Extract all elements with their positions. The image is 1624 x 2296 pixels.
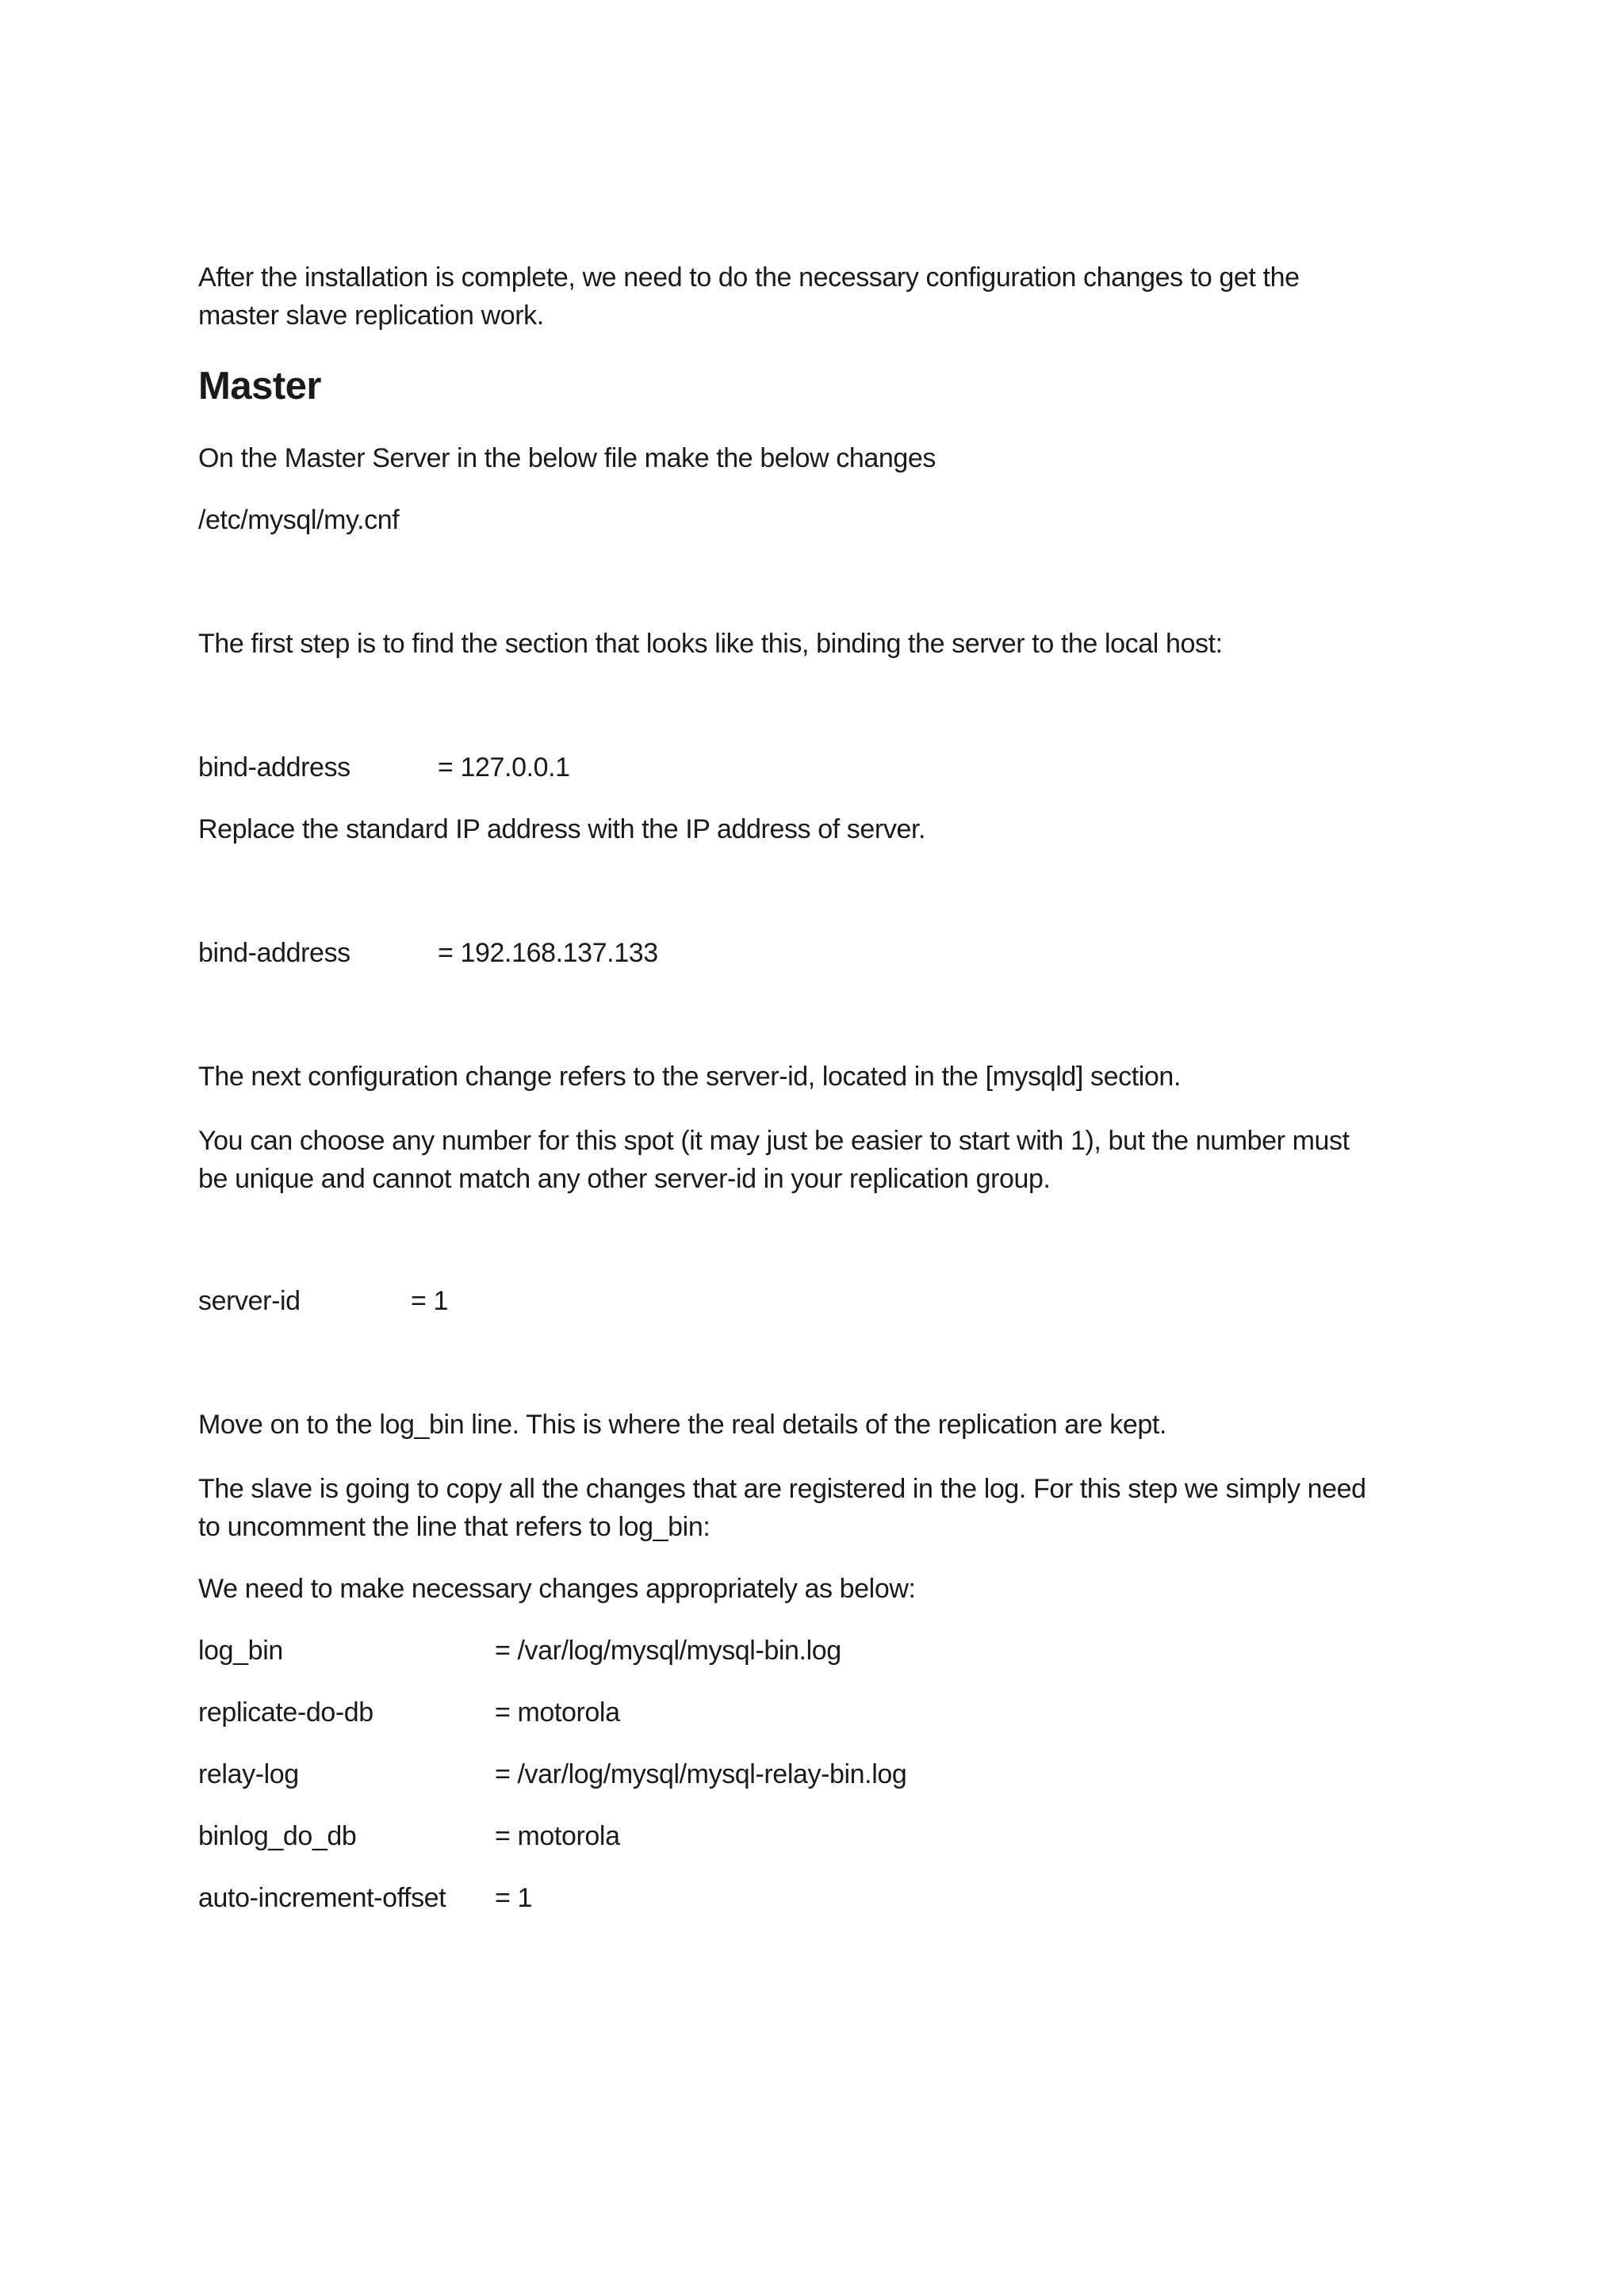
setting-value: = 1: [495, 1883, 533, 1913]
intro-line-1: After the installation is complete, we need to do the necessary configuration changes to get the: [198, 262, 1300, 293]
move-on-text: Move on to the log_bin line. This is where the real details of the replication are kept.: [198, 1410, 1167, 1440]
next-change-text: The next configuration change refers to the server-id, located in the [mysqld] section.: [198, 1062, 1181, 1092]
server-id-value: = 1: [411, 1286, 449, 1316]
setting-key: auto-increment-offset: [198, 1883, 446, 1913]
replace-ip-text: Replace the standard IP address with the IP address of server.: [198, 814, 926, 844]
setting-key: binlog_do_db: [198, 1821, 357, 1851]
setting-key: relay-log: [198, 1759, 299, 1789]
setting-value: = /var/log/mysql/mysql-bin.log: [495, 1636, 841, 1666]
master-instruction: On the Master Server in the below file make the below changes: [198, 443, 936, 473]
server-id-key: server-id: [198, 1286, 301, 1316]
section-heading-master: Master: [198, 365, 321, 408]
setting-key: replicate-do-db: [198, 1697, 373, 1728]
choose-line-1: You can choose any number for this spot (it may just be easier to start with 1), but the number must: [198, 1126, 1350, 1156]
setting-value: = motorola: [495, 1821, 620, 1851]
slave-line-1: The slave is going to copy all the changes that are registered in the log. For this step we simply need: [198, 1474, 1366, 1504]
first-step-text: The first step is to find the section that looks like this, binding the server to the local host:: [198, 629, 1223, 659]
setting-key: log_bin: [198, 1636, 283, 1666]
setting-value: = motorola: [495, 1697, 620, 1728]
bind-new-value: = 192.168.137.133: [438, 938, 658, 968]
setting-value: = /var/log/mysql/mysql-relay-bin.log: [495, 1759, 907, 1789]
intro-line-2: master slave replication work.: [198, 300, 544, 331]
bind-default-key: bind-address: [198, 752, 350, 783]
bind-default-value: = 127.0.0.1: [438, 752, 570, 783]
bind-new-key: bind-address: [198, 938, 350, 968]
need-changes-text: We need to make necessary changes appropriately as below:: [198, 1574, 916, 1604]
choose-line-2: be unique and cannot match any other server-id in your replication group.: [198, 1164, 1051, 1194]
config-path: /etc/mysql/my.cnf: [198, 505, 400, 535]
slave-line-2: to uncomment the line that refers to log_bin:: [198, 1512, 710, 1542]
